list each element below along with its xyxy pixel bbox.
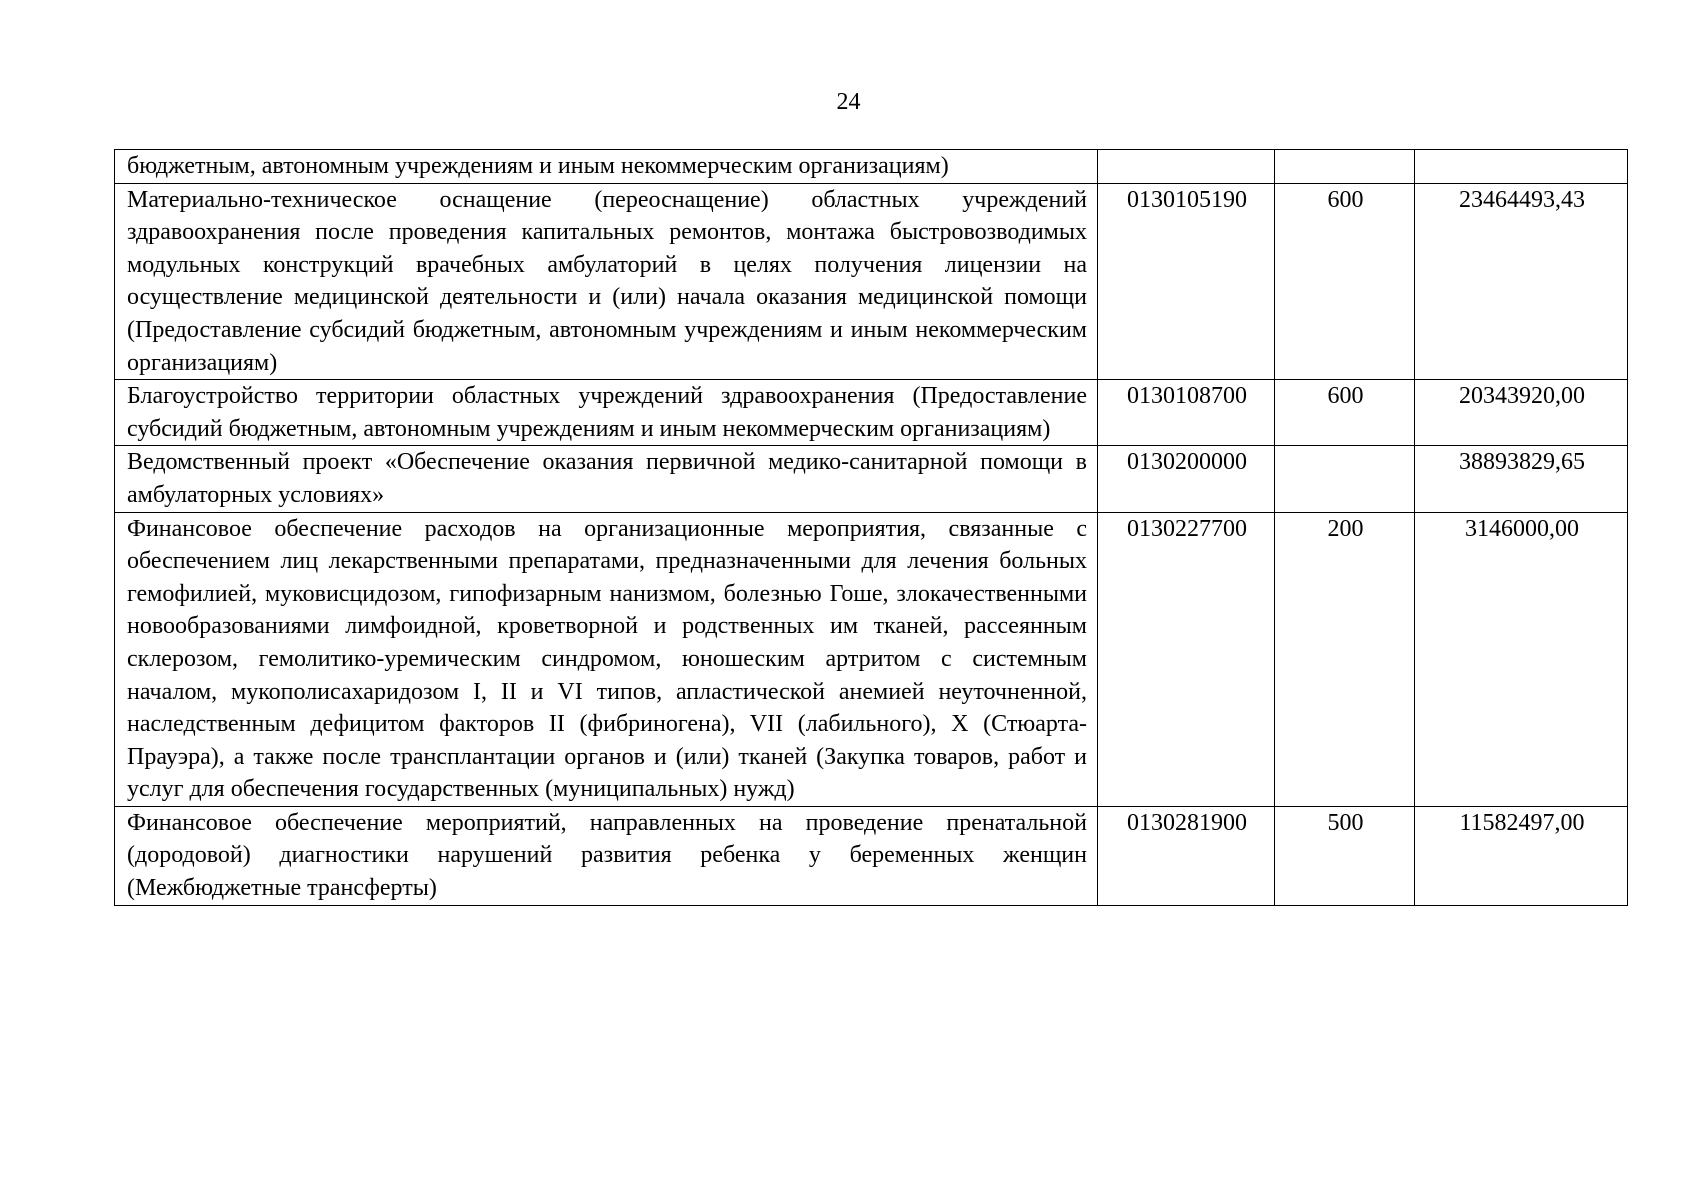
amount-cell: 38893829,65: [1415, 446, 1628, 512]
expense-name-cell: Ведомственный проект «Обеспечение оказания первичной медико-санитарной помощи в амбулаторных условиях»: [115, 446, 1098, 512]
target-code-cell: 0130105190: [1098, 183, 1275, 380]
amount-cell: 3146000,00: [1415, 512, 1628, 806]
target-code-cell: 0130200000: [1098, 446, 1275, 512]
target-code-cell: [1098, 150, 1275, 184]
amount-cell: 23464493,43: [1415, 183, 1628, 380]
expense-type-cell: 600: [1275, 183, 1415, 380]
table-row: [115, 806, 1628, 905]
expense-name-cell: Благоустройство территории областных учреждений здравоохранения (Предоставление субсидий бюджетным, автономным учреждениям и иным некоммерческим организациям): [115, 380, 1098, 446]
expense-type-cell: [1275, 150, 1415, 184]
expense-name-cell: Материально-техническое оснащение (переоснащение) областных учреждений здравоохранения после проведения капитальных ремонтов, монтажа быстровозводимых модульных конструкций врачебных амбулаторий в целях получения лицензии на осуществление медицинской деятельности и (или) начала оказания медицинской помощи (Предоставление субсидий бюджетным, автономным учреждениям и иным некоммерческим организациям): [115, 183, 1098, 380]
expense-name-cell: Финансовое обеспечение мероприятий, направленных на проведение пренатальной (дородовой) диагностики нарушений развития ребенка у беременных женщин (Межбюджетные трансферты): [115, 806, 1098, 905]
target-code-cell: 0130227700: [1098, 512, 1275, 806]
expense-type-cell: 600: [1275, 380, 1415, 446]
target-code-cell: 0130108700: [1098, 380, 1275, 446]
amount-cell: 11582497,00: [1415, 806, 1628, 905]
table-row: [115, 512, 1628, 806]
page-number: 24: [836, 89, 861, 115]
target-code-cell: 0130281900: [1098, 806, 1275, 905]
expense-type-cell: 200: [1275, 512, 1415, 806]
expense-name-cell: бюджетным, автономным учреждениям и иным некоммерческим организациям): [115, 150, 1098, 184]
table-row: [115, 380, 1628, 446]
amount-cell: [1415, 150, 1628, 184]
budget-table: [114, 149, 1628, 906]
table-row: [115, 150, 1628, 184]
amount-cell: 20343920,00: [1415, 380, 1628, 446]
expense-name-cell: Финансовое обеспечение расходов на организационные мероприятия, связанные с обеспечением лиц лекарственными препаратами, предназначенными для лечения больных гемофилией, муковисцидозом, гипофизарным нанизмом, болезнью Гоше, злокачественными новообразованиями лимфоидной, кроветворной и родственных им тканей, рассеянным склерозом, гемолитико-уремическим синдромом, юношеским артритом с системным началом, мукополисахаридозом I, II и VI типов, апластической анемией неуточненной, наследственным дефицитом факторов II (фибриногена), VII (лабильного), X (Стюарта-Прауэра), а также после трансплантации органов и (или) тканей (Закупка товаров, работ и услуг для обеспечения государственных (муниципальных) нужд): [115, 512, 1098, 806]
table-row: [115, 446, 1628, 512]
expense-type-cell: 500: [1275, 806, 1415, 905]
expense-type-cell: [1275, 446, 1415, 512]
table-row: [115, 183, 1628, 380]
